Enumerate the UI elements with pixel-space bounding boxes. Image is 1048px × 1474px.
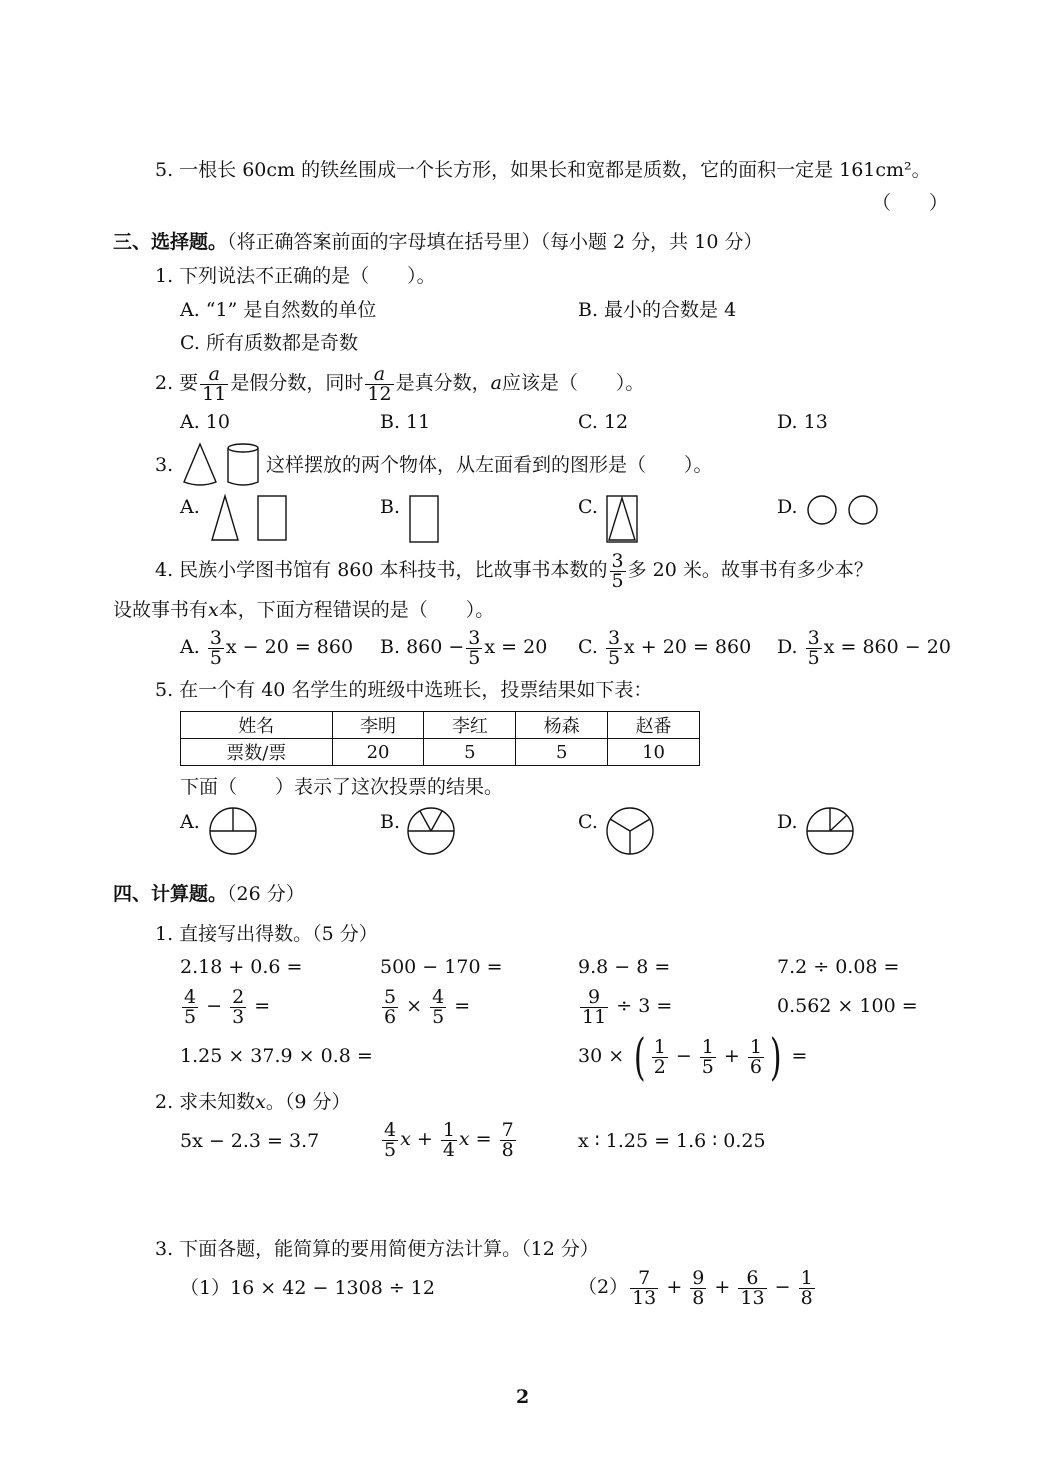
rectangle-icon — [258, 496, 286, 540]
option-label: A. — [180, 636, 200, 658]
option-label: D. — [777, 636, 798, 658]
q4-option-d — [777, 624, 951, 670]
fraction-4-5 — [430, 985, 446, 1028]
c1-expr-7-tail: ÷ 3 = — [616, 995, 673, 1017]
c2-stem — [155, 1090, 351, 1114]
q3-option-b-label: B. — [380, 496, 401, 518]
q3-option-d-figure — [805, 494, 885, 528]
cone-icon — [184, 444, 216, 485]
fraction-2-3 — [230, 985, 246, 1028]
fraction-1-2 — [652, 1035, 668, 1078]
variable-x: x — [400, 1128, 411, 1150]
q5-after: 下面（ ）表示了这次投票的结果。 — [180, 776, 504, 798]
fraction-numerator: 7 — [501, 1118, 514, 1141]
fraction-numerator: 2 — [232, 985, 245, 1008]
c1-expr-4: 7.2 ÷ 0.08 = — [777, 956, 900, 978]
q4-option-b-pre: 860 − — [406, 636, 465, 658]
rectangle-icon — [607, 496, 637, 542]
fraction-4-5 — [182, 985, 198, 1028]
q4-option-d-expr: x = 860 − 20 — [823, 636, 951, 658]
fraction-numerator: 1 — [749, 1035, 762, 1058]
fraction-denominator: 5 — [701, 1055, 714, 1078]
option-label: C. — [578, 636, 598, 658]
fraction-denominator: 11 — [202, 382, 227, 405]
q4-line2-pre: 设故事书有 — [113, 599, 209, 621]
fraction-numerator: 3 — [607, 626, 621, 649]
c2-stem-pre: 2. 求未知数 — [155, 1091, 256, 1113]
q5-stem: 5. 在一个有 40 名学生的班级中选班长，投票结果如下表： — [155, 679, 653, 701]
fraction-5-6 — [382, 985, 398, 1028]
q5-option-c-label: C. — [578, 811, 598, 833]
fraction-numerator: a — [365, 365, 393, 385]
fraction-denominator: 5 — [184, 1005, 197, 1028]
fraction-numerator: 3 — [468, 626, 481, 649]
fraction-denominator: 13 — [740, 1286, 765, 1309]
q2-option-a: A. 10 — [180, 411, 230, 433]
fraction-9-8 — [690, 1266, 706, 1309]
table-cell: 5 — [516, 739, 608, 766]
fraction-denominator: 3 — [232, 1005, 245, 1028]
fraction-denominator: 5 — [607, 646, 621, 669]
section-3-note: （将正确答案前面的字母填在括号里）（每小题 2 分，共 10 分） — [227, 231, 763, 253]
table-cell: 20 — [332, 739, 424, 766]
c1-expr-8: 0.562 × 100 = — [777, 995, 918, 1017]
q2-fraction-a-over-12 — [365, 362, 393, 405]
c2-equation-3: x ∶ 1.25 = 1.6 ∶ 0.25 — [578, 1130, 766, 1152]
fraction-numerator: 3 — [209, 626, 222, 649]
fraction-denominator: 5 — [384, 1138, 397, 1161]
fraction-denominator: 5 — [209, 646, 222, 669]
table-header-cell: 李明 — [332, 712, 424, 739]
fraction-6-13 — [738, 1266, 766, 1309]
q4-option-b — [380, 624, 547, 670]
c1-expr-5: $\frac{4}{5}$ − $\frac{2}{3}$ = — [184, 985, 271, 1028]
q3-stem: 这样摆放的两个物体，从左面看到的图形是（ ）。 — [266, 454, 713, 476]
option-label: B. — [380, 636, 401, 658]
fraction-numerator: 3 — [807, 626, 820, 649]
c1-expr-10-pre: 30 × — [578, 1045, 625, 1067]
fraction-7-8 — [500, 1118, 516, 1161]
fraction-1-5 — [700, 1035, 716, 1078]
table-header-cell: 杨森 — [516, 712, 608, 739]
c1-expr-2: 500 − 170 = — [380, 956, 503, 978]
q3-option-b-figure — [408, 494, 442, 544]
fraction-numerator: 5 — [384, 985, 397, 1008]
fraction-denominator: 5 — [611, 569, 624, 592]
q3-option-c-figure — [605, 494, 639, 544]
q5-option-b-label: B. — [380, 811, 401, 833]
c2-equation-1: 5x − 2.3 = 3.7 — [180, 1130, 320, 1152]
q3-option-a-label: A. — [180, 496, 200, 518]
fraction-numerator: 9 — [692, 1266, 705, 1289]
table-cell: 5 — [424, 739, 516, 766]
q1-option-b: B. 最小的合数是 4 — [578, 299, 737, 321]
rectangle-icon — [410, 496, 438, 542]
q4-stem-line2 — [113, 598, 494, 622]
q2-pre: 2. 要 — [155, 372, 199, 394]
q3-number: 3. — [155, 454, 174, 476]
c1-expr-1: 2.18 + 0.6 = — [180, 956, 303, 978]
fraction-7-13 — [630, 1266, 658, 1309]
fraction-denominator: 8 — [501, 1138, 514, 1161]
fraction-numerator: 4 — [432, 985, 445, 1008]
q4-fraction-3-5 — [610, 549, 626, 592]
q3-option-a-figure — [210, 494, 290, 544]
q3-cone-cylinder-figure — [180, 440, 270, 488]
c1-expr-3: 9.8 − 8 = — [578, 956, 671, 978]
q4-stem-line1 — [155, 547, 873, 593]
table-header-cell: 赵番 — [608, 712, 700, 739]
fraction-3-5 — [806, 626, 822, 669]
q2-option-b: B. 11 — [380, 411, 431, 433]
q1-option-a: A. “1” 是自然数的单位 — [180, 299, 377, 321]
q1-stem: 1. 下列说法不正确的是（ ）。 — [155, 265, 436, 287]
page-number: 2 — [516, 1386, 530, 1408]
variable-x: x — [458, 1128, 470, 1150]
c3-problem-1: （1）16 × 42 − 1308 ÷ 12 — [180, 1277, 435, 1299]
c2-equation-2: $\frac{4}{5}$ x + $\frac{1}{4}$ x = $\frac{7}{8}$ — [384, 1118, 514, 1161]
triangle-icon — [609, 498, 635, 540]
c3-problem-2-label: （2） — [578, 1276, 629, 1298]
q2-stem — [155, 360, 644, 406]
fraction-denominator: 5 — [432, 1005, 445, 1028]
c1-expr-9: 1.25 × 37.9 × 0.8 = — [180, 1045, 373, 1067]
q2-option-c: C. 12 — [578, 411, 629, 433]
q5-option-b-pie — [404, 806, 458, 856]
fraction-3-5 — [466, 626, 482, 669]
q4-line2-post: 本，下面方程错误的是（ ）。 — [218, 599, 495, 621]
fraction-numerator: 9 — [580, 988, 608, 1008]
fraction-numerator: 3 — [611, 549, 624, 572]
left-paren: ( — [634, 1028, 646, 1086]
q2-variable: a — [490, 372, 502, 394]
section-4-title: 四、计算题。 — [113, 883, 228, 905]
fraction-denominator: 4 — [442, 1138, 455, 1161]
q4-variable: x — [208, 599, 219, 621]
fraction-numerator: 4 — [184, 985, 197, 1008]
section-3-title: 三、选择题。 — [113, 231, 228, 253]
q2-option-d: D. 13 — [777, 411, 828, 433]
fraction-denominator: 2 — [653, 1055, 666, 1078]
fraction-numerator: 1 — [653, 1035, 666, 1058]
c1-expr-10: 30 × ( $\frac{1}{2}$ − $\frac{1}{5}$ + $\frac{1}{6}$ ) = — [578, 1028, 808, 1086]
q1-option-c: C. 所有质数都是奇数 — [180, 332, 358, 354]
fraction-1-4 — [441, 1118, 457, 1161]
fraction-denominator: 5 — [807, 646, 820, 669]
circle-icon — [808, 496, 836, 524]
fraction-1-8 — [799, 1266, 815, 1309]
q4-option-a — [180, 624, 353, 670]
judge-answer-blank[interactable]: （ ） — [872, 192, 949, 214]
table-row — [181, 712, 700, 739]
fraction-3-5 — [208, 626, 224, 669]
q4-option-c-expr: x + 20 = 860 — [624, 636, 752, 658]
q5-option-c-pie — [603, 806, 657, 856]
q2-tail: 应该是（ ）。 — [501, 372, 645, 394]
fraction-numerator: 1 — [701, 1035, 714, 1058]
fraction-numerator: 7 — [630, 1269, 658, 1289]
q4-option-b-expr: x = 20 — [484, 636, 548, 658]
fraction-numerator: 1 — [442, 1118, 455, 1141]
fraction-denominator: 5 — [468, 646, 481, 669]
table-cell: 10 — [608, 739, 700, 766]
fraction-numerator: 1 — [800, 1266, 813, 1289]
q5-option-d-label: D. — [777, 811, 798, 833]
table-cell: 票数/票 — [181, 739, 333, 766]
fraction-numerator: 4 — [384, 1118, 397, 1141]
section-4-note: （26 分） — [227, 883, 305, 905]
fraction-denominator: 6 — [384, 1005, 397, 1028]
triangle-icon — [212, 496, 238, 540]
c1-stem: 1. 直接写出得数。（5 分） — [155, 923, 378, 945]
fraction-numerator: a — [200, 365, 228, 385]
judge-question-5: 5. 一根长 60cm 的铁丝围成一个长方形，如果长和宽都是质数，它的面积一定是 161cm²。 — [155, 159, 931, 181]
fraction-denominator: 8 — [800, 1286, 813, 1309]
q3-option-d-label: D. — [777, 496, 798, 518]
fraction-denominator: 8 — [692, 1286, 705, 1309]
q2-post: 是真分数， — [395, 372, 491, 394]
fraction-1-6 — [748, 1035, 764, 1078]
fraction-9-11 — [580, 985, 608, 1028]
q4-option-c — [578, 624, 751, 670]
section-3-heading — [113, 230, 762, 254]
q5-option-a-pie — [206, 806, 260, 856]
q4-line1-post: 多 20 米。故事书有多少本？ — [627, 559, 873, 581]
q5-option-d-pie — [803, 806, 857, 856]
c1-expr-7 — [578, 983, 672, 1029]
c2-stem-post: 。（9 分） — [265, 1091, 351, 1113]
q3-option-c-label: C. — [578, 496, 598, 518]
vote-table — [180, 711, 700, 766]
fraction-3-5 — [606, 626, 622, 669]
circle-icon — [849, 496, 877, 524]
right-paren: ) — [769, 1028, 782, 1086]
fraction-denominator: 13 — [632, 1286, 657, 1309]
c3-problem-2: （2） $\frac{7}{13}$ + $\frac{9}{8}$ + $\frac{6}{13}$ − $\frac{1}{8}$ — [578, 1266, 813, 1309]
table-header-cell: 姓名 — [181, 712, 333, 739]
q4-option-a-expr: x − 20 = 860 — [225, 636, 354, 658]
times-sign: × — [406, 995, 423, 1017]
c2-variable: x — [255, 1091, 266, 1113]
fraction-denominator: 6 — [749, 1055, 762, 1078]
cylinder-icon — [228, 444, 258, 485]
q2-fraction-a-over-11 — [200, 362, 228, 405]
q2-mid: 是假分数，同时 — [230, 372, 364, 394]
section-4-heading — [113, 882, 305, 906]
fraction-denominator: 11 — [582, 1005, 607, 1028]
table-header-cell: 李红 — [424, 712, 516, 739]
c3-stem: 3. 下面各题，能简算的要用简便方法计算。（12 分） — [155, 1238, 599, 1260]
fraction-numerator: 6 — [738, 1269, 766, 1289]
q4-line1-pre: 4. 民族小学图书馆有 860 本科技书，比故事书本数的 — [155, 559, 608, 581]
fraction-4-5 — [382, 1118, 398, 1161]
fraction-denominator: 12 — [367, 382, 392, 405]
q5-option-a-label: A. — [180, 811, 200, 833]
c1-expr-6: $\frac{5}{6}$ × $\frac{4}{5}$ = — [384, 985, 471, 1028]
table-row — [181, 739, 700, 766]
